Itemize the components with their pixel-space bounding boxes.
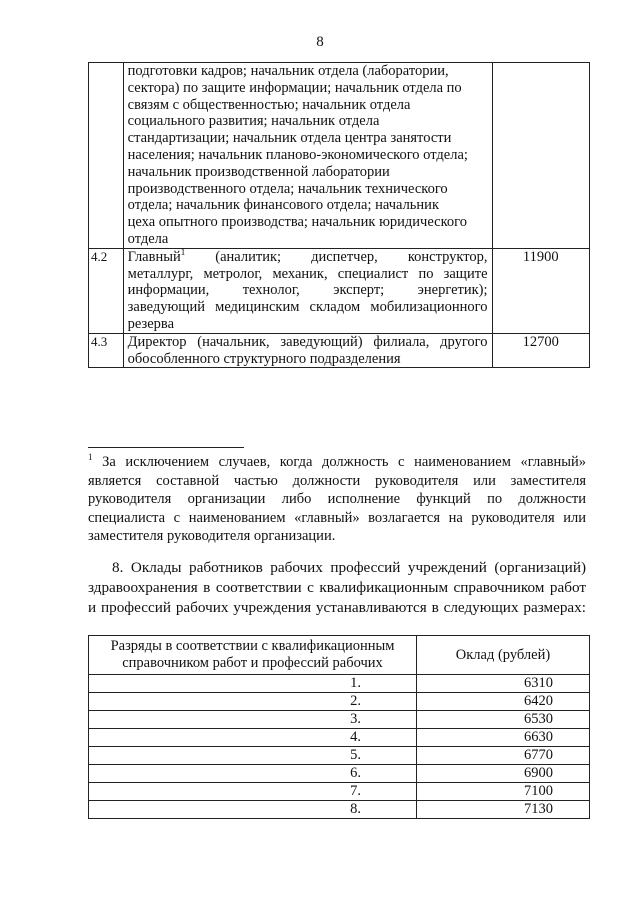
text-fragment: За исключением случаев, когда должность с наименованием «главный» bbox=[102, 454, 586, 470]
row-number-cell: 4.2 bbox=[89, 248, 124, 333]
table-row bbox=[89, 675, 590, 693]
salary-cell: 6630 bbox=[417, 729, 590, 747]
salary-cell: 6900 bbox=[417, 765, 590, 783]
text-line: начальник производственной лаборатории bbox=[127, 163, 390, 180]
salary-cell: 7100 bbox=[417, 783, 590, 801]
header-line: Разряды в соответствии с квалификационным bbox=[110, 638, 395, 654]
text-line: здравоохранения в соответствии с квалификационным справочником работ bbox=[88, 578, 586, 596]
text-line: обособленного структурного подразделения bbox=[127, 350, 401, 367]
row-number-cell bbox=[89, 63, 124, 249]
grade-column-header bbox=[89, 636, 417, 675]
table-row bbox=[89, 747, 590, 765]
position-description-cell bbox=[123, 333, 492, 368]
salary-value: 11900 bbox=[492, 248, 589, 333]
text-line: специалиста с наименованием «главный» возлагается на руководителя или bbox=[88, 509, 586, 526]
grade-cell: 2. bbox=[89, 693, 417, 711]
text-line: связям с общественностью; начальник отдела bbox=[127, 96, 411, 113]
text-line: подготовки кадров; начальник отдела (лаборатории, bbox=[127, 63, 449, 79]
table-row bbox=[89, 765, 590, 783]
text-line: социального развития; начальник отдела bbox=[127, 113, 380, 130]
table-row bbox=[89, 63, 590, 249]
grade-cell: 6. bbox=[89, 765, 417, 783]
salary-cell: 6770 bbox=[417, 747, 590, 765]
table-row bbox=[89, 783, 590, 801]
grade-cell: 7. bbox=[89, 783, 417, 801]
worker-grades-salary-table bbox=[88, 635, 590, 819]
position-title: Главный bbox=[127, 248, 181, 265]
positions-salary-table bbox=[88, 62, 590, 368]
grade-cell: 4. bbox=[89, 729, 417, 747]
text-line: цеха опытного производства; начальник юридического bbox=[127, 214, 467, 231]
table-row bbox=[89, 693, 590, 711]
text-line: 8. Оклады работников рабочих профессий учреждений (организаций) bbox=[112, 559, 586, 576]
salary-column-header: Оклад (рублей) bbox=[417, 636, 590, 675]
text-line: производственного отдела; начальник технического bbox=[127, 180, 448, 197]
grade-cell: 1. bbox=[89, 675, 417, 693]
salary-cell: 6530 bbox=[417, 711, 590, 729]
text-line: сектора) по защите информации; начальник отдела по bbox=[127, 79, 462, 96]
table-row bbox=[89, 711, 590, 729]
text-line: является составной частью должности руководителя или заместителя bbox=[88, 472, 586, 489]
salary-cell: 6420 bbox=[417, 693, 590, 711]
text-fragment: (аналитик; диспетчер, конструктор, bbox=[215, 248, 488, 265]
footnote-mark: 1 bbox=[180, 246, 186, 257]
text-line: Директор (начальник, заведующий) филиала, другого bbox=[127, 333, 488, 350]
text-line: информации, технолог, эксперт; энергетик); bbox=[127, 282, 488, 299]
row-number-cell: 4.3 bbox=[89, 333, 124, 368]
paragraph-8 bbox=[88, 558, 586, 617]
footnote bbox=[88, 453, 586, 546]
header-line: справочником работ и профессий рабочих bbox=[122, 655, 383, 671]
footnote-mark: 1 bbox=[88, 452, 93, 462]
text-line: и профессий рабочих учреждения устанавливаются в следующих размерах: bbox=[88, 598, 586, 616]
value-cell bbox=[492, 63, 589, 249]
text-line: руководителя организации либо исполнение функций по должности bbox=[88, 491, 586, 508]
text-line: отдела; начальник финансового отдела; начальник bbox=[127, 197, 439, 214]
text-line: резерва bbox=[127, 315, 175, 332]
salary-cell: 6310 bbox=[417, 675, 590, 693]
table-row bbox=[89, 729, 590, 747]
text-line: отдела bbox=[127, 230, 169, 247]
grade-cell: 3. bbox=[89, 711, 417, 729]
grade-cell: 8. bbox=[89, 801, 417, 819]
salary-value: 12700 bbox=[492, 333, 589, 368]
table-header-row bbox=[89, 636, 590, 675]
table-row bbox=[89, 248, 590, 333]
text-line: заведующий медицинским складом мобилизационного bbox=[127, 299, 488, 316]
table-row bbox=[89, 801, 590, 819]
footnote-separator bbox=[88, 447, 244, 448]
text-line: металлург, метролог, механик, специалист по защите bbox=[127, 265, 488, 282]
grade-cell: 5. bbox=[89, 747, 417, 765]
page-number: 8 bbox=[316, 34, 324, 50]
salary-cell: 7130 bbox=[417, 801, 590, 819]
text-line: стандартизации; начальник отдела центра занятости bbox=[127, 130, 452, 147]
text-line: населения; начальник планово-экономического отдела; bbox=[127, 146, 468, 163]
continuation-cell bbox=[123, 63, 492, 249]
position-description-cell bbox=[123, 248, 492, 333]
table-row bbox=[89, 333, 590, 368]
text-line bbox=[127, 246, 488, 266]
text-line: заместителя руководителя организации. bbox=[88, 528, 336, 545]
text-line bbox=[88, 453, 586, 472]
